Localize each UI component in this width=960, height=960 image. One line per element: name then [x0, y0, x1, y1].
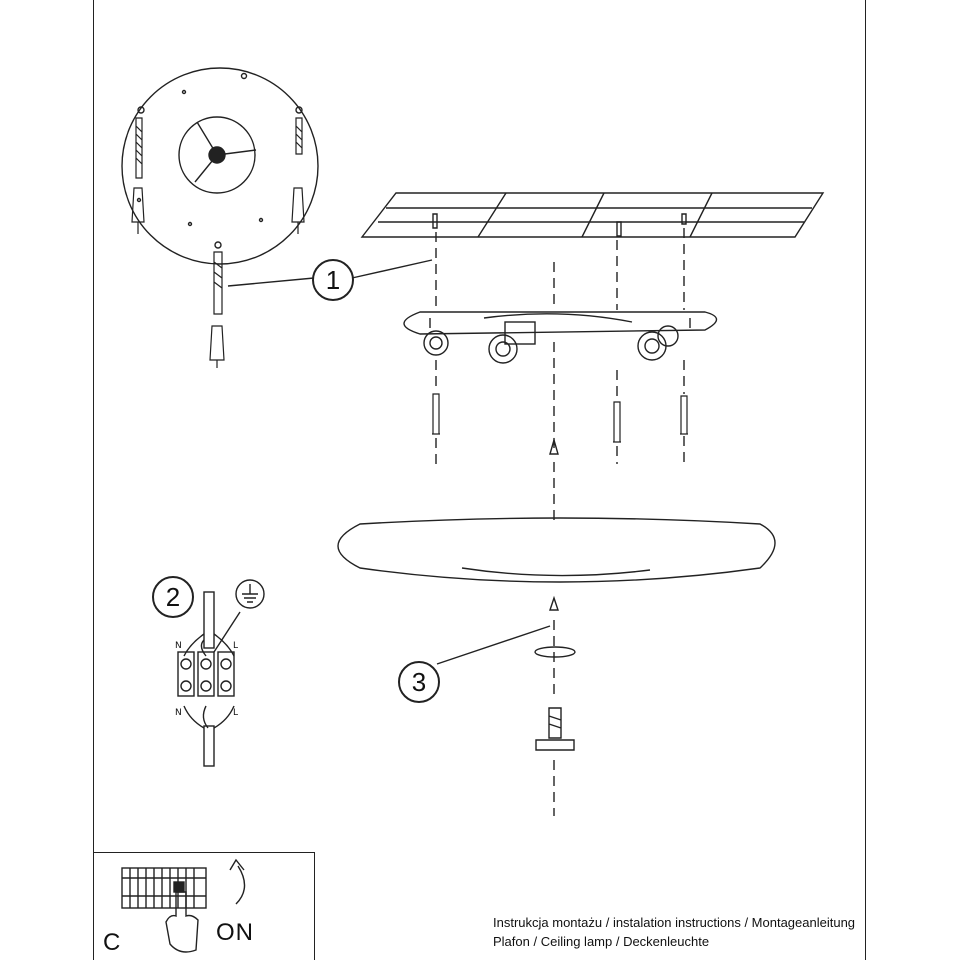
fixture-base	[404, 312, 717, 363]
panel-c	[93, 852, 315, 960]
callout-3: 3	[398, 661, 440, 703]
panel-c-letter: C	[103, 929, 121, 956]
earth-ground-icon	[236, 580, 264, 608]
wiring-diagram	[178, 592, 240, 766]
neutral-top-label: N	[175, 641, 182, 651]
live-top-label: L	[233, 641, 239, 651]
callout-1: 1	[312, 259, 354, 301]
fixing-screws	[432, 394, 688, 442]
center-knob	[535, 647, 575, 750]
footer-line-1: Instrukcja montażu / instalation instructions / Montageanleitung	[493, 915, 856, 930]
neutral-bottom-label: N	[175, 708, 182, 718]
callout-2: 2	[152, 576, 194, 618]
mounting-plate	[122, 68, 318, 264]
ceiling-grid	[362, 193, 823, 237]
footer-line-2: Plafon / Ceiling lamp / Deckenleuchte	[493, 934, 710, 949]
footer	[493, 913, 855, 951]
live-bottom-label: L	[233, 708, 239, 718]
callout-3-leader	[437, 626, 550, 664]
glass-diffuser	[338, 518, 775, 582]
on-label: ON	[216, 919, 254, 946]
